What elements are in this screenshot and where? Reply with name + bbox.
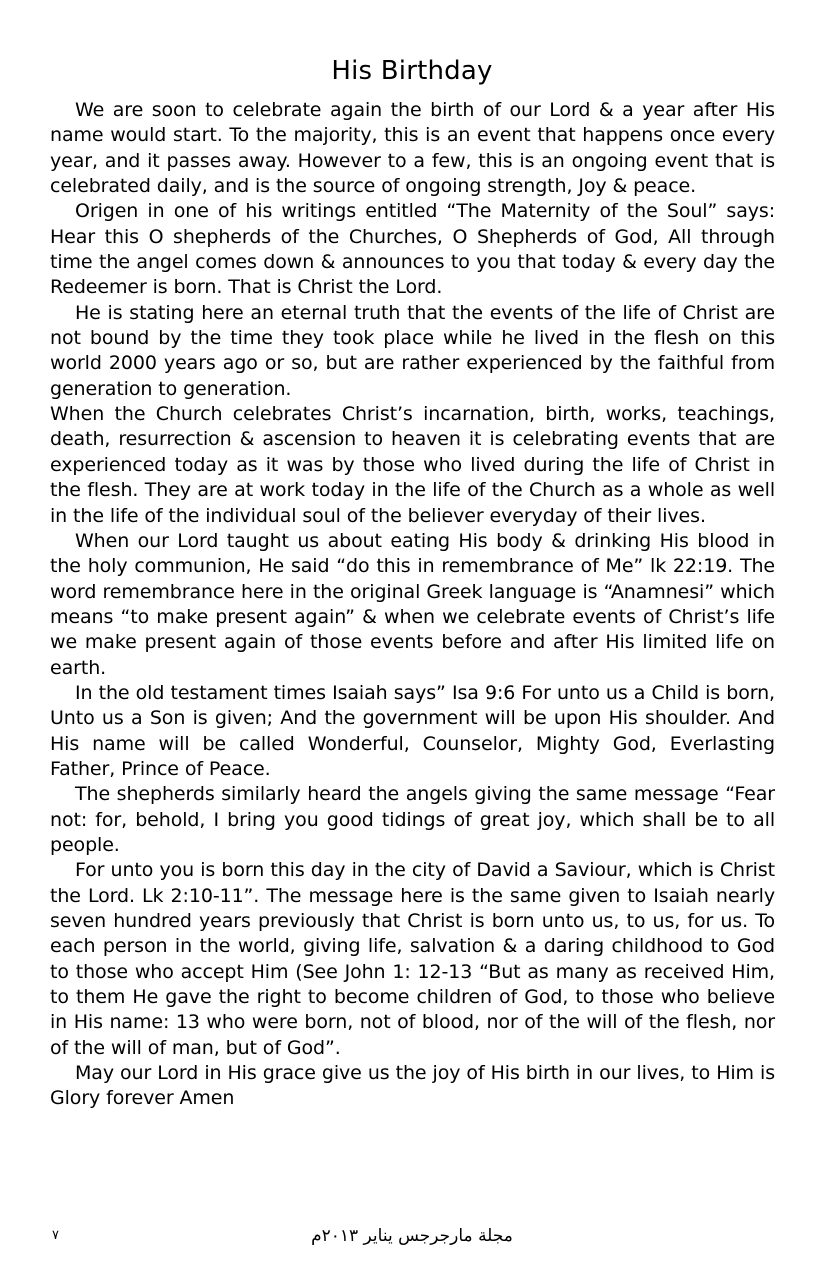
page-title: His Birthday [331,56,493,86]
paragraph: The shepherds similarly heard the angels giving the same message “Fear not: for, behold, I bring you good tidings of great joy, which shall be to all people. [50,783,775,856]
page-footer [0,1224,824,1248]
paragraph: In the old testament times Isaiah says” Isa 9:6 For unto us a Child is born, Unto us a Son is given; And the government will be upon His shoulder. And His name will be called Wonderful, Counselor, Mighty God, Everlasting Father, Prince of Peace. [50,681,775,780]
paragraph: Origen in one of his writings entitled “The Maternity of the Soul” says: Hear this O shepherds of the Churches, O Shepherds of God, All through time the angel comes down & announces to you that today & every day the Redeemer is born. That is Christ the Lord. [50,200,775,299]
paragraph: For unto you is born this day in the city of David a Saviour, which is Christ the Lord. Lk 2:10-11”. The message here is the same given to Isaiah nearly seven hundred years previously that Christ is born unto us, to us, for us. To each person in the world, giving life, salvation & a daring childhood to God to those who accept Him (See John 1: 12-13 “But as many as received Him, to them He gave the right to become children of God, to those who believe in His name: 13 who were born, not of blood, nor of the will of the flesh, nor of the will of man, but of God”. [50,859,775,1059]
page-number: ٧ [52,1228,59,1243]
paragraph: He is stating here an eternal truth that the events of the life of Christ are not bound by the time they took place while he lived in the flesh on this world 2000 years ago or so, but are rather experienced by the faithful from generation to generation. [50,301,775,400]
paragraph: When our Lord taught us about eating His body & drinking His blood in the holy communion, He said “do this in remembrance of Me” lk 22:19. The word remembrance here in the original Greek language is “Anamnesi” which means “to make present again” & when we celebrate events of Christ’s life we make present again of those events before and after His limited life on earth. [50,529,775,679]
paragraph: May our Lord in His grace give us the joy of His birth in our lives, to Him is Glory forever Amen [50,1062,775,1110]
article-body [50,98,775,1112]
footer-journal-title: مجلة مارجرجس يناير ٢٠١٣م [311,1226,513,1246]
paragraph: We are soon to celebrate again the birth of our Lord & a year after His name would start. To the majority, this is an event that happens once every year, and it passes away. However to a few, this is an ongoing event that is celebrated daily, and is the source of ongoing strength, Joy & peace. [50,99,775,198]
paragraph: When the Church celebrates Christ’s incarnation, birth, works, teachings, death, resurrection & ascension to heaven it is celebrating events that are experienced today as it was by those who lived during the life of Christ in the flesh. They are at work today in the life of the Church as a whole as well in the life of the individual soul of the believer everyday of their lives. [50,403,775,527]
